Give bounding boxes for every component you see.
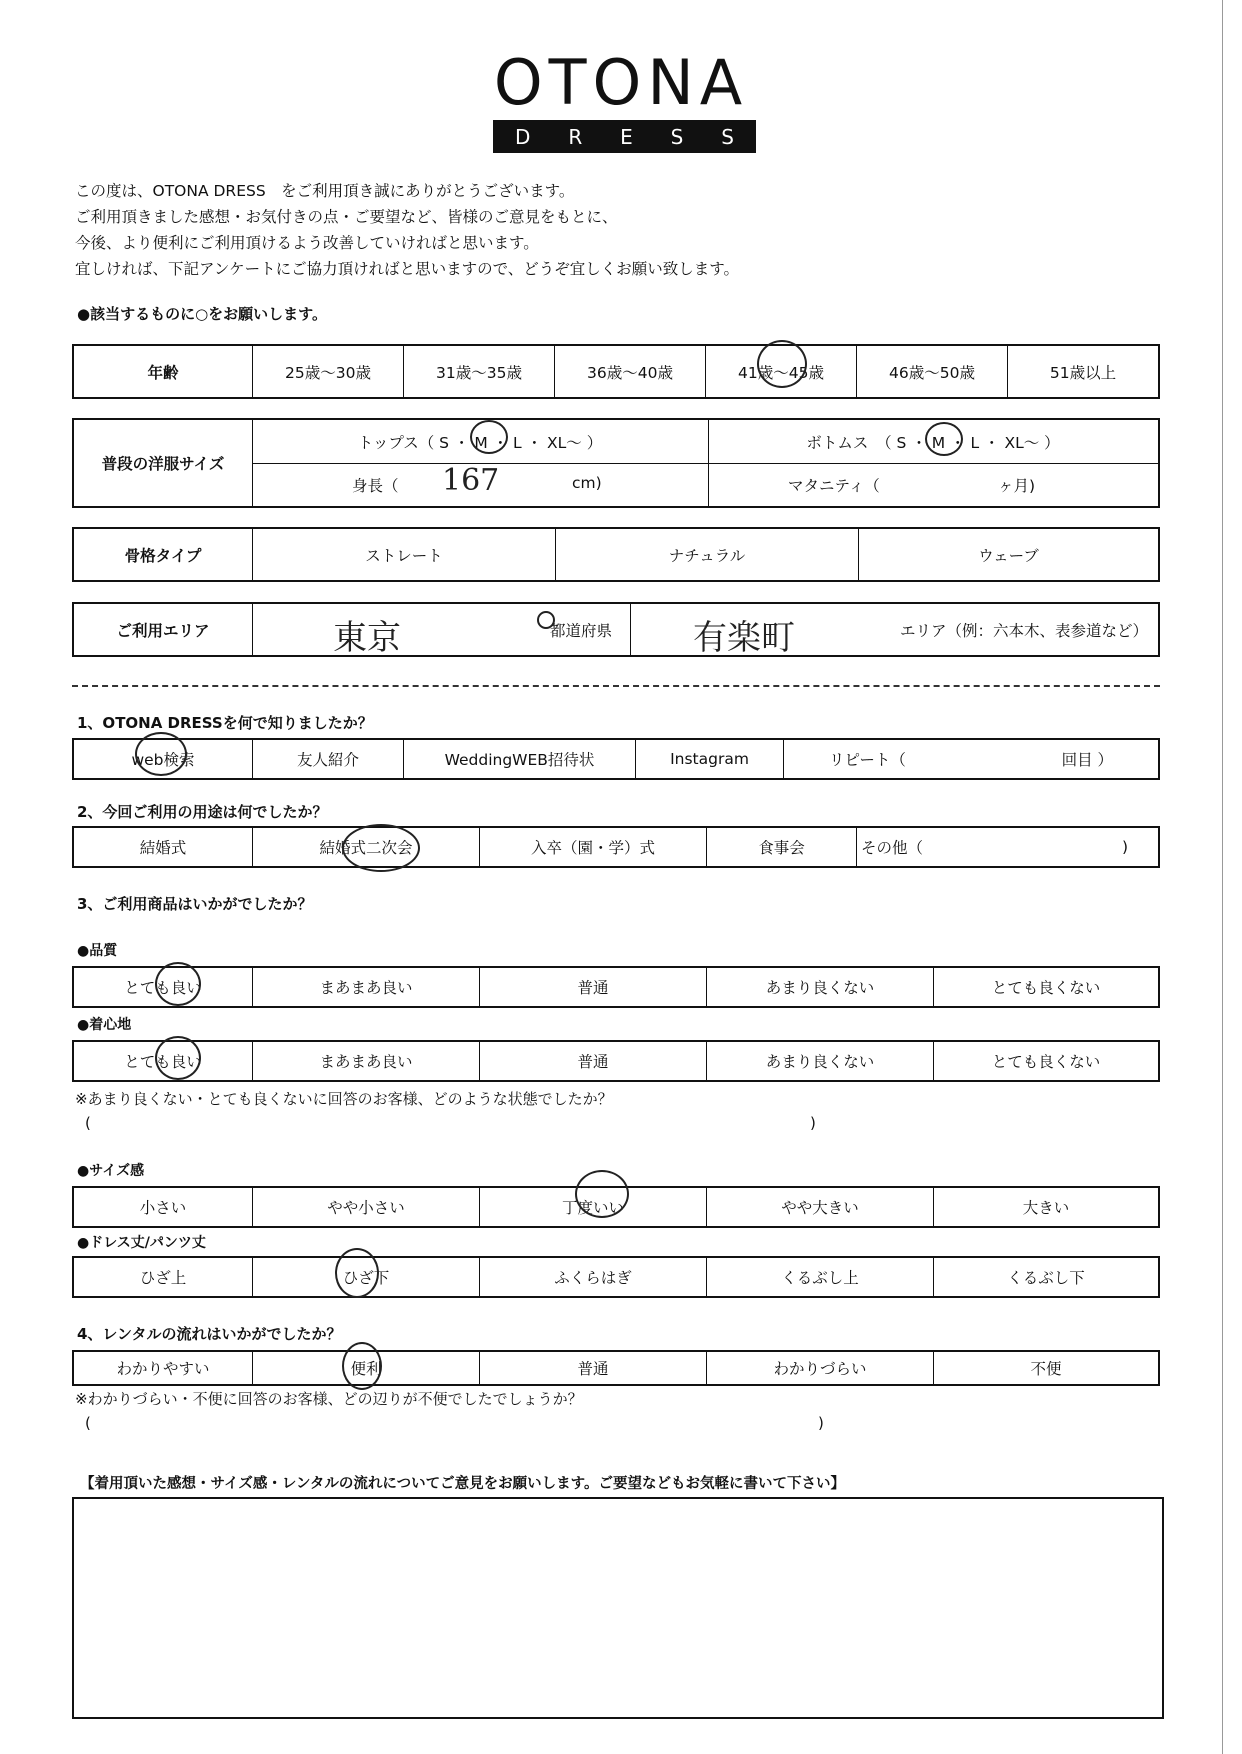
q1-repeat-suffix: 回目 ） xyxy=(1061,751,1113,769)
q4-option[interactable]: 便利 xyxy=(252,1352,479,1384)
age-option[interactable]: 41歳～45歳 xyxy=(705,346,856,397)
quality-label: ●品質 xyxy=(77,943,118,959)
quality-option[interactable]: 普通 xyxy=(479,968,706,1006)
q1-option[interactable]: web検索 xyxy=(131,751,195,769)
q4-paren-open: ( xyxy=(85,1414,91,1432)
q2-other-field[interactable] xyxy=(856,828,1158,866)
bottoms-size-options[interactable]: ボトムス （ S ・ M ・ L ・ XL～ ） xyxy=(708,420,1158,464)
age-label: 年齢 xyxy=(147,363,179,382)
comfort-label: ●着心地 xyxy=(77,1017,132,1033)
q4-note: ※わかりづらい・不便に回答のお客様、どの辺りが不便でしたでしょうか？ xyxy=(75,1390,583,1408)
quality-option[interactable]: まあまあ良い xyxy=(252,968,479,1006)
scan-edge-line xyxy=(1222,0,1223,1754)
comfort-paren-open: ( xyxy=(85,1114,91,1132)
quality-row xyxy=(72,966,1160,1008)
size-block xyxy=(72,418,1160,508)
selection-circle-mark xyxy=(135,732,187,776)
comfort-row xyxy=(72,1040,1160,1082)
comments-textarea[interactable] xyxy=(72,1497,1164,1719)
area-label: ご利用エリア xyxy=(116,621,210,640)
logo-title: OTONA xyxy=(493,46,749,119)
logo-letter: E xyxy=(620,124,633,149)
frame-option[interactable]: ストレート xyxy=(252,529,555,580)
age-option[interactable]: 46歳～50歳 xyxy=(856,346,1007,397)
comfort-option[interactable]: とても良い xyxy=(124,1053,202,1071)
comfort-option[interactable]: とても良くない xyxy=(933,1042,1158,1080)
height-unit: cm) xyxy=(572,474,602,492)
length-option[interactable]: くるぶし上 xyxy=(706,1258,933,1296)
area-row xyxy=(72,602,1160,657)
prefecture-field[interactable] xyxy=(252,604,630,658)
q2-heading: 2、今回ご利用の用途は何でしたか？ xyxy=(77,803,328,821)
selection-circle-mark xyxy=(342,824,420,872)
frame-row xyxy=(72,527,1160,582)
selection-circle-mark xyxy=(925,422,963,456)
q2-other-close: ) xyxy=(1121,838,1128,856)
tops-size-options[interactable]: トップス（ S ・ M ・ L ・ XL～ ） xyxy=(252,420,709,464)
quality-option[interactable]: とても良い xyxy=(124,979,202,997)
height-field[interactable] xyxy=(252,463,709,506)
prefecture-value: 東京 xyxy=(333,618,401,658)
fit-option[interactable]: 大きい xyxy=(933,1188,1158,1226)
fit-option[interactable]: やや大きい xyxy=(706,1188,933,1226)
q2-option[interactable]: 食事会 xyxy=(706,828,856,866)
age-option[interactable]: 31歳～35歳 xyxy=(403,346,554,397)
q2-option: その他（ xyxy=(861,839,924,857)
age-option[interactable]: 36歳～40歳 xyxy=(554,346,705,397)
age-option[interactable]: 51歳以上 xyxy=(1007,346,1158,397)
length-option[interactable]: くるぶし下 xyxy=(933,1258,1158,1296)
logo-letter: R xyxy=(568,124,583,149)
q1-repeat-field[interactable] xyxy=(783,740,1158,778)
intro-line: 宜しければ、下記アンケートにご協力頂ければと思いますので、どうぞ宜しくお願い致します。 xyxy=(75,260,740,278)
logo-letter: D xyxy=(515,124,531,149)
frame-label: 骨格タイプ xyxy=(124,546,202,565)
selection-circle-mark xyxy=(155,1036,201,1080)
comfort-option[interactable]: 普通 xyxy=(479,1042,706,1080)
length-label: ●ドレス丈/パンツ丈 xyxy=(77,1235,206,1251)
selection-circle-mark xyxy=(470,420,508,454)
comfort-note: ※あまり良くない・とても良くないに回答のお客様、どのような状態でしたか？ xyxy=(75,1090,613,1108)
q1-heading: 1、OTONA DRESSを何で知りましたか？ xyxy=(77,714,373,732)
selection-circle-mark xyxy=(537,611,555,629)
comfort-option[interactable]: まあまあ良い xyxy=(252,1042,479,1080)
selection-circle-mark xyxy=(155,962,201,1006)
frame-option[interactable]: ウェーブ xyxy=(858,529,1158,580)
comfort-option[interactable]: あまり良くない xyxy=(706,1042,933,1080)
q2-option[interactable]: 入卒（園・学）式 xyxy=(479,828,706,866)
area-field[interactable] xyxy=(630,604,1158,658)
length-option[interactable]: ひざ上 xyxy=(139,1269,187,1287)
dashed-divider xyxy=(72,685,1160,687)
intro-line: この度は、OTONA DRESS をご利用頂き誠にありがとうございます。 xyxy=(75,182,575,200)
quality-option[interactable]: あまり良くない xyxy=(706,968,933,1006)
fit-option[interactable]: 丁度いい xyxy=(479,1188,706,1226)
logo-dress-bar xyxy=(493,120,756,153)
length-option[interactable]: ふくらはぎ xyxy=(479,1258,706,1296)
comments-heading: 【着用頂いた感想・サイズ感・レンタルの流れについてご意見をお願いします。ご要望などもお気軽に書いて下さい】 xyxy=(80,1476,845,1492)
selection-circle-mark xyxy=(757,340,807,388)
q2-option[interactable]: 結婚式二次会 xyxy=(252,828,479,866)
section-heading-select: ●該当するものに○をお願いします。 xyxy=(77,305,327,323)
q1-option[interactable]: WeddingWEB招待状 xyxy=(403,740,635,778)
q4-heading: 4、レンタルの流れはいかがでしたか？ xyxy=(77,1325,342,1343)
age-row xyxy=(72,344,1160,399)
logo-letter: S xyxy=(670,124,684,149)
maternity-label: マタニティ（ xyxy=(788,477,880,495)
q4-option[interactable]: 不便 xyxy=(933,1352,1158,1384)
length-option[interactable]: ひざ下 xyxy=(252,1258,479,1296)
intro-line: 今後、より便利にご利用頂けるよう改善していければと思います。 xyxy=(75,234,539,252)
height-value: 167 xyxy=(442,463,500,498)
logo-letter: S xyxy=(721,124,734,149)
area-value: 有楽町 xyxy=(693,618,795,658)
intro-line: ご利用頂きました感想・お気付きの点・ご要望など、皆様のご意見をもとに、 xyxy=(75,208,618,226)
q1-option[interactable]: Instagram xyxy=(635,740,783,778)
length-row xyxy=(72,1256,1160,1298)
fit-label: ●サイズ感 xyxy=(77,1163,145,1179)
selection-circle-mark xyxy=(342,1342,382,1390)
intro-text xyxy=(75,178,739,282)
q3-heading: 3、ご利用商品はいかがでしたか？ xyxy=(77,895,313,913)
size-label: 普段の洋服サイズ xyxy=(74,420,253,506)
fit-option[interactable]: やや小さい xyxy=(252,1188,479,1226)
q4-option[interactable]: 普通 xyxy=(479,1352,706,1384)
frame-option[interactable]: ナチュラル xyxy=(555,529,858,580)
q1-row xyxy=(72,738,1160,780)
q1-option[interactable]: 友人紹介 xyxy=(252,740,403,778)
age-option[interactable]: 25歳～30歳 xyxy=(252,346,403,397)
height-label: 身長（ xyxy=(352,477,399,495)
quality-option[interactable]: とても良くない xyxy=(933,968,1158,1006)
q2-row xyxy=(72,826,1160,868)
q1-option: リピート（ xyxy=(829,751,906,769)
q2-option[interactable]: 結婚式 xyxy=(139,839,187,857)
maternity-field[interactable] xyxy=(708,463,1158,506)
q4-option[interactable]: わかりやすい xyxy=(116,1360,210,1378)
maternity-unit: ヶ月) xyxy=(998,477,1036,495)
q4-row xyxy=(72,1350,1160,1386)
fit-option[interactable]: 小さい xyxy=(139,1199,187,1217)
comfort-paren-close: ) xyxy=(810,1114,816,1132)
selection-circle-mark xyxy=(575,1170,629,1218)
prefecture-suffix: 都道府県 xyxy=(549,622,612,640)
selection-circle-mark xyxy=(335,1248,379,1298)
q4-paren-close: ) xyxy=(818,1414,824,1432)
q4-option[interactable]: わかりづらい xyxy=(706,1352,933,1384)
area-hint: エリア（例：六本木、表参道など） xyxy=(899,622,1148,640)
